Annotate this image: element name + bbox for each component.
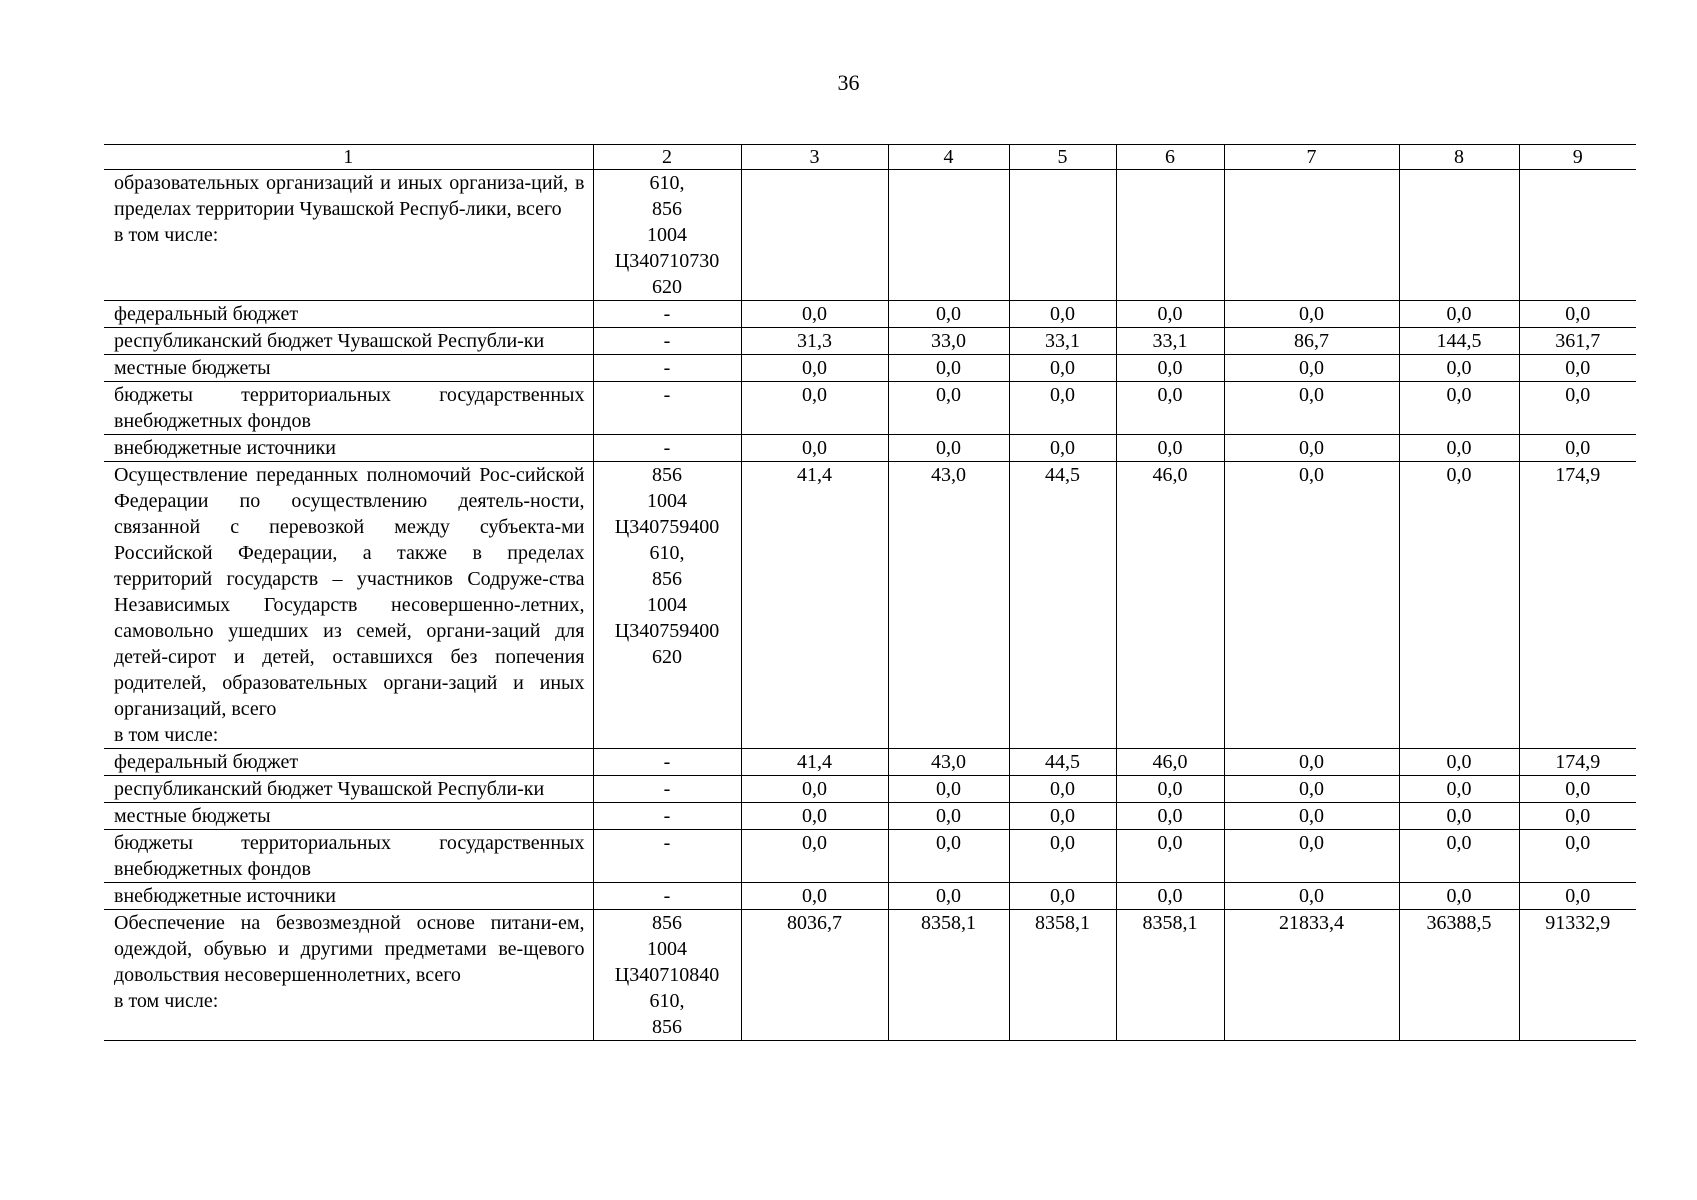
row-value-col9: 0,0 <box>1519 803 1636 830</box>
header-cell: 5 <box>1009 145 1116 170</box>
row-description: бюджеты территориальных государственных внебюджетных фондов <box>104 382 593 435</box>
row-value-col3: 0,0 <box>741 776 888 803</box>
row-value-col3: 0,0 <box>741 355 888 382</box>
table-row <box>104 830 1636 883</box>
row-value-col6: 8358,1 <box>1116 910 1224 1041</box>
row-value-col4: 0,0 <box>888 435 1009 462</box>
row-value-col6: 0,0 <box>1116 301 1224 328</box>
row-description: федеральный бюджет <box>104 749 593 776</box>
table-row <box>104 803 1636 830</box>
row-description: Осуществление переданных полномочий Рос-сийской Федерации по осуществлению деятель-ности, связанной с перевозкой между субъекта-ми Российской Федерации, а также в пределах территорий государств – участников Содруже-ства Независимых Государств несовершенно-летних, самовольно ушедших из семей, органи-заций для детей-сирот и детей, оставшихся без попечения родителей, образовательных органи-заций и иных организаций, всего в том числе: <box>104 462 593 749</box>
row-value-col5: 0,0 <box>1009 435 1116 462</box>
row-value-col9: 0,0 <box>1519 382 1636 435</box>
row-value-col4: 0,0 <box>888 301 1009 328</box>
header-cell: 8 <box>1399 145 1519 170</box>
row-value-col6 <box>1116 170 1224 301</box>
row-value-col4: 43,0 <box>888 462 1009 749</box>
row-value-col4: 8358,1 <box>888 910 1009 1041</box>
row-value-col7: 0,0 <box>1224 830 1399 883</box>
row-value-col5: 0,0 <box>1009 830 1116 883</box>
row-value-col3 <box>741 170 888 301</box>
row-value-col5: 0,0 <box>1009 803 1116 830</box>
row-value-col3: 0,0 <box>741 435 888 462</box>
row-value-col3: 0,0 <box>741 301 888 328</box>
table-row <box>104 170 1636 301</box>
row-value-col3: 41,4 <box>741 462 888 749</box>
header-cell: 4 <box>888 145 1009 170</box>
row-value-col4: 0,0 <box>888 830 1009 883</box>
row-description: бюджеты территориальных государственных внебюджетных фондов <box>104 830 593 883</box>
row-value-col6: 0,0 <box>1116 803 1224 830</box>
row-value-col3: 0,0 <box>741 382 888 435</box>
row-value-col7: 0,0 <box>1224 435 1399 462</box>
table-header-row <box>104 145 1636 170</box>
row-value-col3: 41,4 <box>741 749 888 776</box>
row-budget-code: - <box>593 355 741 382</box>
row-value-col8: 0,0 <box>1399 462 1519 749</box>
table-row <box>104 749 1636 776</box>
row-value-col5 <box>1009 170 1116 301</box>
row-value-col8: 0,0 <box>1399 776 1519 803</box>
row-value-col4: 0,0 <box>888 883 1009 910</box>
row-description: образовательных организаций и иных организа-ций, в пределах территории Чувашской Респуб-лики, всего в том числе: <box>104 170 593 301</box>
row-value-col9: 0,0 <box>1519 435 1636 462</box>
row-value-col7: 0,0 <box>1224 462 1399 749</box>
row-value-col4: 0,0 <box>888 803 1009 830</box>
row-value-col8: 0,0 <box>1399 382 1519 435</box>
row-value-col9: 0,0 <box>1519 776 1636 803</box>
row-value-col5: 0,0 <box>1009 301 1116 328</box>
header-cell: 9 <box>1519 145 1636 170</box>
row-description: Обеспечение на безвозмездной основе питани-ем, одеждой, обувью и другими предметами ве-щевого довольствия несовершеннолетних, всего в том числе: <box>104 910 593 1041</box>
row-value-col8: 0,0 <box>1399 883 1519 910</box>
row-value-col9: 361,7 <box>1519 328 1636 355</box>
row-value-col8: 36388,5 <box>1399 910 1519 1041</box>
row-value-col9: 91332,9 <box>1519 910 1636 1041</box>
row-value-col9: 174,9 <box>1519 749 1636 776</box>
row-budget-code: - <box>593 328 741 355</box>
row-value-col9: 0,0 <box>1519 883 1636 910</box>
row-value-col7: 0,0 <box>1224 883 1399 910</box>
header-cell: 6 <box>1116 145 1224 170</box>
row-value-col8: 0,0 <box>1399 301 1519 328</box>
row-budget-code: - <box>593 382 741 435</box>
row-value-col5: 0,0 <box>1009 382 1116 435</box>
row-value-col5: 44,5 <box>1009 462 1116 749</box>
row-value-col5: 0,0 <box>1009 883 1116 910</box>
row-value-col5: 44,5 <box>1009 749 1116 776</box>
row-value-col8: 0,0 <box>1399 749 1519 776</box>
row-value-col7: 21833,4 <box>1224 910 1399 1041</box>
header-cell: 1 <box>104 145 593 170</box>
row-value-col7: 86,7 <box>1224 328 1399 355</box>
table-row <box>104 355 1636 382</box>
row-value-col6: 0,0 <box>1116 776 1224 803</box>
row-value-col6: 46,0 <box>1116 462 1224 749</box>
row-value-col9 <box>1519 170 1636 301</box>
row-value-col8: 0,0 <box>1399 803 1519 830</box>
row-description: внебюджетные источники <box>104 435 593 462</box>
budget-table <box>104 144 1636 1041</box>
row-budget-code: - <box>593 883 741 910</box>
row-budget-code: 856 1004 Ц340710840 610, 856 <box>593 910 741 1041</box>
row-value-col8: 144,5 <box>1399 328 1519 355</box>
row-value-col9: 0,0 <box>1519 830 1636 883</box>
row-value-col6: 46,0 <box>1116 749 1224 776</box>
row-value-col3: 31,3 <box>741 328 888 355</box>
row-description: федеральный бюджет <box>104 301 593 328</box>
table-row <box>104 910 1636 1041</box>
row-value-col3: 0,0 <box>741 830 888 883</box>
row-description: местные бюджеты <box>104 355 593 382</box>
row-value-col4: 43,0 <box>888 749 1009 776</box>
table-row <box>104 435 1636 462</box>
row-description: местные бюджеты <box>104 803 593 830</box>
row-value-col8: 0,0 <box>1399 355 1519 382</box>
row-value-col4: 0,0 <box>888 776 1009 803</box>
row-value-col7: 0,0 <box>1224 382 1399 435</box>
row-budget-code: 856 1004 Ц340759400 610, 856 1004 Ц340759400 620 <box>593 462 741 749</box>
row-budget-code: - <box>593 830 741 883</box>
table-row <box>104 883 1636 910</box>
row-value-col7 <box>1224 170 1399 301</box>
row-value-col8: 0,0 <box>1399 435 1519 462</box>
row-description: внебюджетные источники <box>104 883 593 910</box>
row-value-col6: 0,0 <box>1116 883 1224 910</box>
page-number: 36 <box>837 70 860 95</box>
row-value-col5: 0,0 <box>1009 355 1116 382</box>
row-value-col3: 8036,7 <box>741 910 888 1041</box>
row-value-col9: 0,0 <box>1519 301 1636 328</box>
table-row <box>104 776 1636 803</box>
table-row <box>104 462 1636 749</box>
row-budget-code: - <box>593 435 741 462</box>
row-value-col3: 0,0 <box>741 803 888 830</box>
row-value-col9: 174,9 <box>1519 462 1636 749</box>
table-row <box>104 382 1636 435</box>
row-value-col6: 0,0 <box>1116 382 1224 435</box>
header-cell: 7 <box>1224 145 1399 170</box>
header-cell: 3 <box>741 145 888 170</box>
row-value-col8 <box>1399 170 1519 301</box>
row-value-col4 <box>888 170 1009 301</box>
row-value-col5: 33,1 <box>1009 328 1116 355</box>
row-value-col7: 0,0 <box>1224 301 1399 328</box>
row-description: республиканский бюджет Чувашской Республи-ки <box>104 776 593 803</box>
row-value-col7: 0,0 <box>1224 749 1399 776</box>
row-budget-code: - <box>593 749 741 776</box>
row-value-col6: 0,0 <box>1116 435 1224 462</box>
row-description: республиканский бюджет Чувашской Республи-ки <box>104 328 593 355</box>
row-value-col6: 0,0 <box>1116 355 1224 382</box>
row-value-col5: 8358,1 <box>1009 910 1116 1041</box>
row-budget-code: - <box>593 301 741 328</box>
row-value-col7: 0,0 <box>1224 355 1399 382</box>
row-value-col9: 0,0 <box>1519 355 1636 382</box>
table-body <box>104 145 1636 1041</box>
row-budget-code: 610, 856 1004 Ц340710730 620 <box>593 170 741 301</box>
row-value-col7: 0,0 <box>1224 776 1399 803</box>
row-budget-code: - <box>593 803 741 830</box>
row-value-col4: 0,0 <box>888 382 1009 435</box>
row-value-col6: 33,1 <box>1116 328 1224 355</box>
row-budget-code: - <box>593 776 741 803</box>
row-value-col4: 0,0 <box>888 355 1009 382</box>
row-value-col4: 33,0 <box>888 328 1009 355</box>
row-value-col6: 0,0 <box>1116 830 1224 883</box>
row-value-col5: 0,0 <box>1009 776 1116 803</box>
table-row <box>104 328 1636 355</box>
row-value-col3: 0,0 <box>741 883 888 910</box>
row-value-col8: 0,0 <box>1399 830 1519 883</box>
table-row <box>104 301 1636 328</box>
row-value-col7: 0,0 <box>1224 803 1399 830</box>
header-cell: 2 <box>593 145 741 170</box>
